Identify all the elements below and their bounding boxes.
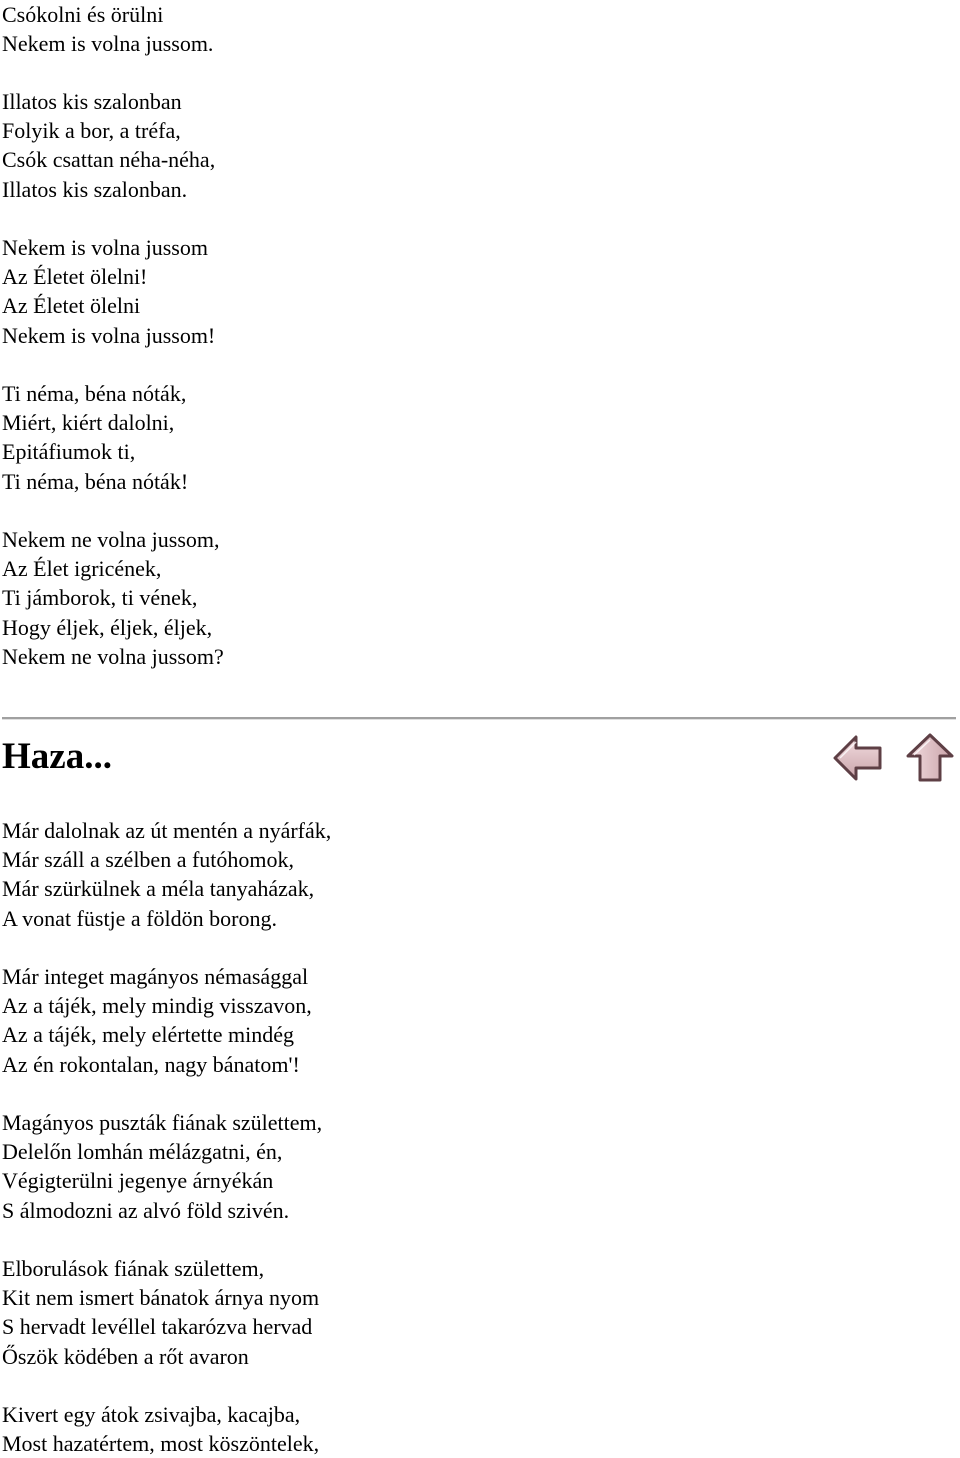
- poem-line: Már dalolnak az út mentén a nyárfák,: [2, 818, 332, 843]
- poem-line: Már integet magányos némasággal: [2, 964, 309, 989]
- poem-line: Elborulások fiának születtem,: [2, 1256, 265, 1281]
- poem-line: Miért, kiért dalolni,: [2, 410, 175, 436]
- stanza: [2, 233, 215, 350]
- stanza: [2, 379, 188, 496]
- poem-line: Nekem is volna jussom.: [2, 31, 214, 57]
- up-button[interactable]: [904, 732, 956, 784]
- poem-line: Ti jámborok, ti vének,: [2, 585, 198, 611]
- poem-line: Csókolni és örülni: [2, 2, 164, 27]
- stanza: [2, 1400, 319, 1458]
- stanza: [2, 1254, 319, 1371]
- back-button[interactable]: [832, 732, 884, 784]
- poem-line: Kit nem ismert bánatok árnya nyom: [2, 1285, 320, 1311]
- stanza: [2, 87, 215, 204]
- poem-line: Az Életet ölelni: [2, 293, 141, 319]
- poem-line: A vonat füstje a földön borong.: [2, 905, 277, 931]
- poem-line: Illatos kis szalonban: [2, 89, 182, 114]
- stanza: [2, 525, 224, 671]
- stanza: [2, 0, 213, 58]
- poem-line: Őszök ködében a rőt avaron: [2, 1343, 249, 1369]
- poem-line: Nekem is volna jussom!: [2, 322, 216, 348]
- left-arrow-icon: [832, 732, 884, 784]
- poem-line: Ti néma, béna nóták!: [2, 468, 189, 494]
- poem-line: Nekem is volna jussom: [2, 235, 208, 260]
- poem-line: Illatos kis szalonban.: [2, 176, 188, 202]
- poem-line: Hogy éljek, éljek, éljek,: [2, 614, 213, 640]
- poem-line: Nekem ne volna jussom,: [2, 527, 220, 552]
- poem-line: Most hazatértem, most köszöntelek,: [2, 1431, 320, 1457]
- poem-line: Végigterülni jegenye árnyékán: [2, 1168, 274, 1194]
- poem-line: Delelőn lomhán mélázgatni, én,: [2, 1139, 283, 1165]
- poem-line: Az a tájék, mely mindig visszavon,: [2, 993, 312, 1019]
- poem-line: Az Életet ölelni!: [2, 264, 148, 290]
- poem-line: Epitáfiumok ti,: [2, 439, 136, 465]
- up-arrow-icon: [904, 732, 956, 784]
- poem-line: Ti néma, béna nóták,: [2, 381, 187, 406]
- poem-line: Folyik a bor, a tréfa,: [2, 118, 181, 144]
- poem-title: Haza...: [2, 736, 112, 777]
- poem-line: Kivert egy átok zsivajba, kacajba,: [2, 1402, 301, 1427]
- poem-line: Már száll a szélben a futóhomok,: [2, 847, 295, 873]
- stanza: [2, 1108, 322, 1225]
- poem-line: Már szürkülnek a méla tanyaházak,: [2, 876, 315, 902]
- poem-line: S álmodozni az alvó föld szivén.: [2, 1197, 290, 1223]
- poem-line: Nekem ne volna jussom?: [2, 643, 224, 669]
- poem-line: Az Élet igricének,: [2, 556, 162, 582]
- horizontal-divider: [2, 717, 956, 720]
- poem-line: Az én rokontalan, nagy bánatom'!: [2, 1051, 300, 1077]
- poem-line: Az a tájék, mely elértette mindég: [2, 1022, 294, 1048]
- stanza: [2, 816, 331, 933]
- poem-line: S hervadt levéllel takarózva hervad: [2, 1314, 313, 1340]
- stanza: [2, 962, 312, 1079]
- poem-line: Magányos puszták fiának születtem,: [2, 1110, 323, 1135]
- poem-line: Csók csattan néha-néha,: [2, 147, 216, 173]
